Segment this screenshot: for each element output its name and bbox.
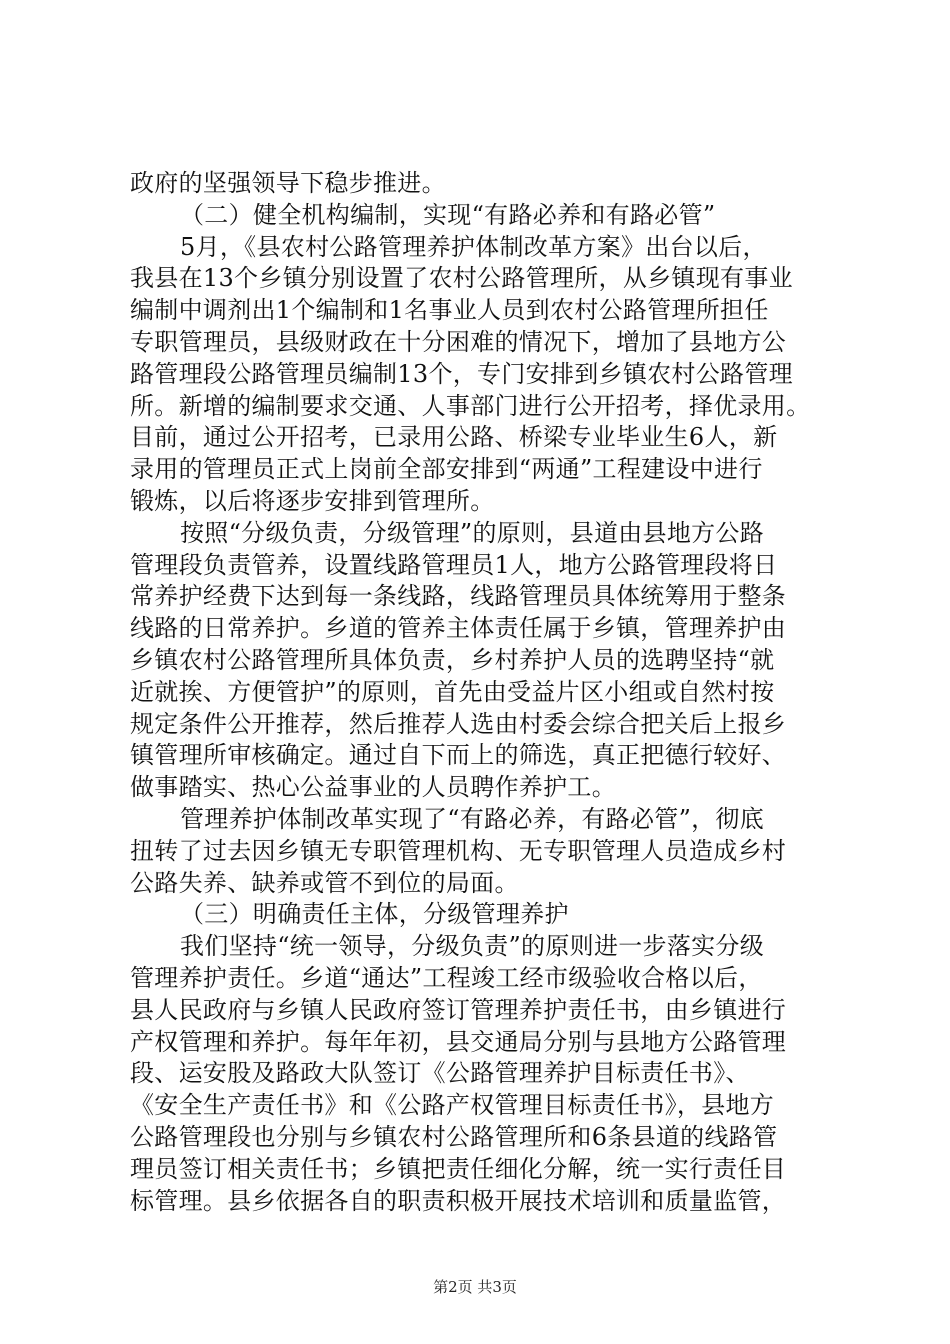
text-line: 常养护经费下达到每一条线路，线路管理员具体统筹用于整条: [130, 582, 787, 611]
text-line: 管理养护体制改革实现了“有路必养，有路必管”，彻底: [180, 804, 765, 833]
text-line: 目前，通过公开招考，已录用公路、桥梁专业毕业生6人，新: [130, 423, 778, 452]
text-line: 标管理。县乡依据各自的职责积极开展技术培训和质量监管，: [130, 1186, 787, 1215]
text-line: 政府的坚强领导下稳步推进。: [130, 169, 446, 197]
text-line: 所。新增的编制要求交通、人事部门进行公开招考，择优录用。: [130, 391, 811, 420]
text-line: 县人民政府与乡镇人民政府签订管理养护责任书，由乡镇进行: [130, 995, 787, 1024]
text-line: 理员签订相关责任书；乡镇把责任细化分解，统一实行责任目: [130, 1154, 787, 1183]
page-footer: 第2页 共3页: [433, 1278, 517, 1296]
text-line: 镇管理所审核确定。通过自下而上的筛选，真正把德行较好、: [130, 741, 787, 770]
text-line: 公路管理段也分别与乡镇农村公路管理所和6条县道的线路管: [130, 1122, 778, 1151]
text-line: 专职管理员，县级财政在十分困难的情况下，增加了县地方公: [130, 327, 787, 356]
text-line: 我县在13个乡镇分别设置了农村公路管理所，从乡镇现有事业: [130, 264, 793, 293]
text-line: 管理养护责任。乡道“通达”工程竣工经市级验收合格以后，: [130, 963, 763, 992]
document-body: [130, 168, 835, 1217]
text-line: 5月，《县农村公路管理养护体制改革方案》出台以后，: [180, 232, 767, 261]
text-line: 段、运安股及路政大队签订《公路管理养护目标责任书》、: [130, 1059, 750, 1088]
section-heading: （二）健全机构编制，实现“有路必养和有路必管”: [180, 200, 716, 229]
text-line: 管理段负责管养，设置线路管理员1人，地方公路管理段将日: [130, 550, 778, 579]
text-line: 路管理段公路管理员编制13个，专门安排到乡镇农村公路管理: [130, 359, 793, 388]
text-line: 线路的日常养护。乡道的管养主体责任属于乡镇，管理养护由: [130, 614, 787, 643]
text-line: 公路失养、缺养或管不到位的局面。: [130, 868, 519, 897]
text-line: 扭转了过去因乡镇无专职管理机构、无专职管理人员造成乡村: [130, 836, 787, 865]
text-line: 近就挨、方便管护”的原则，首先由受益片区小组或自然村按: [130, 677, 775, 706]
text-line: 编制中调剂出1个编制和1名事业人员到农村公路管理所担任: [130, 296, 769, 325]
section-heading: （三）明确责任主体，分级管理养护: [180, 900, 569, 929]
text-line: 我们坚持“统一领导，分级负责”的原则进一步落实分级: [180, 932, 765, 961]
text-line: 乡镇农村公路管理所具体负责，乡村养护人员的选聘坚持“就: [130, 645, 775, 674]
text-line: 产权管理和养护。每年年初，县交通局分别与县地方公路管理: [130, 1027, 787, 1056]
text-line: 做事踏实、热心公益事业的人员聘作养护工。: [130, 773, 616, 802]
text-line: 锻炼，以后将逐步安排到管理所。: [130, 486, 495, 515]
text-line: 《安全生产责任书》和《公路产权管理目标责任书》，县地方: [130, 1091, 775, 1120]
text-line: 规定条件公开推荐，然后推荐人选由村委会综合把关后上报乡: [130, 709, 787, 738]
text-line: 按照“分级负责，分级管理”的原则，县道由县地方公路: [180, 518, 765, 547]
text-line: 录用的管理员正式上岗前全部安排到“两通”工程建设中进行: [130, 455, 763, 484]
